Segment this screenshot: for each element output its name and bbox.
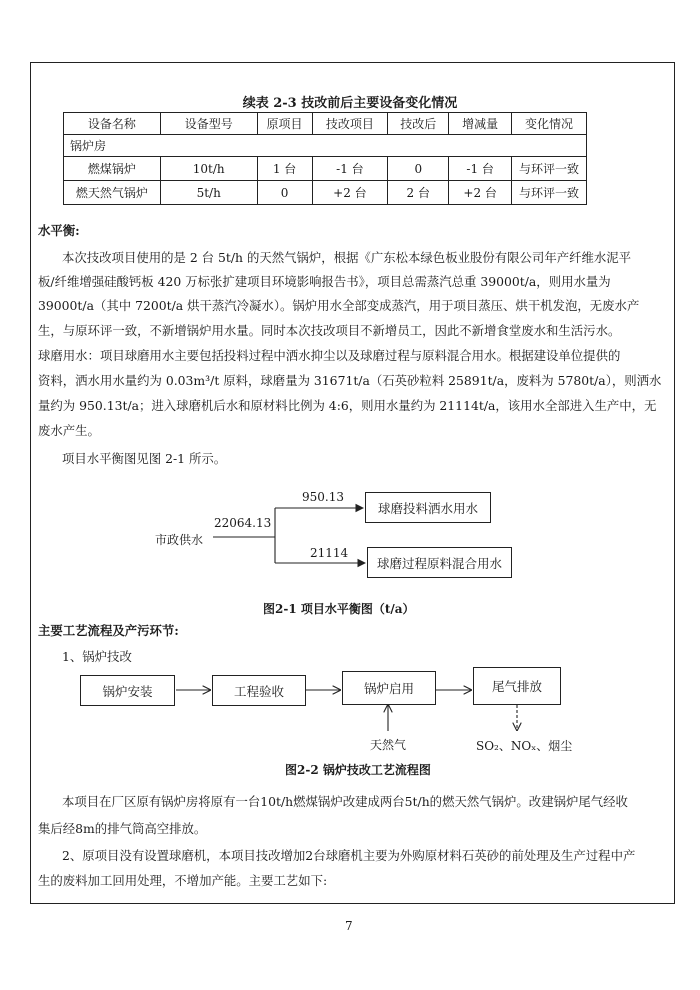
table-cell: 0 (257, 181, 312, 205)
water-line: 资料，洒水用水量约为 0.03m³/t 原料，球磨量为 31671t/a（石英砂粒料 25891t/a，废料为 5780t/a），则洒水 (38, 373, 662, 388)
boiler-start-box: 锅炉启用 (342, 671, 436, 705)
water-line: 项目水平衡图见图 2-1 所示。 (62, 451, 227, 466)
table-cell: -1 台 (312, 157, 388, 181)
table-title: 续表 2-3 技改前后主要设备变化情况 (242, 96, 458, 111)
process-heading: 主要工艺流程及产污环节: (38, 623, 179, 638)
water-line: 球磨用水：项目球磨用水主要包括投料过程中洒水抑尘以及球磨过程与原料混合用水。根据建设单位提供的 (38, 348, 621, 363)
branch2-value: 21114 (310, 546, 349, 560)
header-cell: 增减量 (449, 113, 512, 135)
water-line: 量约为 950.13t/a；进入球磨机后水和原材料比例为 4:6，则用水量约为 21114t/a，该用水全部进入生产中，无 (38, 398, 657, 413)
figure-2-2-caption: 图2-2 锅炉技改工艺流程图 (285, 763, 431, 777)
table-cell: 0 (388, 157, 449, 181)
header-cell: 技改后 (388, 113, 449, 135)
header-cell: 原项目 (257, 113, 312, 135)
natural-gas-label: 天然气 (370, 738, 407, 752)
exhaust-box: 尾气排放 (473, 667, 561, 705)
water-line: 生，与原环评一致，不新增锅炉用水量。同时本次技改项目不新增员工，因此不新增食堂废水和生活污水。 (38, 323, 621, 338)
body-line: 本项目在厂区原有锅炉房将原有一台10t/h燃煤锅炉改建成两台5t/h的燃天然气锅炉。改建锅炉尾气经收 (62, 794, 628, 809)
mixing-water-box: 球磨过程原料混合用水 (367, 547, 512, 578)
water-line: 废水产生。 (38, 423, 100, 438)
header-cell: 设备型号 (160, 113, 257, 135)
branch1-value: 950.13 (302, 490, 344, 504)
water-line: 39000t/a（其中 7200t/a 烘干蒸汽冷凝水）。锅炉用水全部变成蒸汽，用于项目蒸压、烘干机发泡，无废水产 (38, 298, 640, 313)
total-supply-value: 22064.13 (214, 516, 272, 530)
table-cell: 2 台 (388, 181, 449, 205)
table-cell: 10t/h (160, 157, 257, 181)
body-line: 集后经8m的排气筒高空排放。 (38, 821, 207, 836)
spray-water-box: 球磨投料洒水用水 (365, 492, 491, 523)
table-cell: 燃天然气锅炉 (64, 181, 161, 205)
header-cell: 设备名称 (64, 113, 161, 135)
body-line: 生的废料加工回用处理，不增加产能。主要工艺如下: (38, 873, 328, 888)
water-line: 板/纤维增强硅酸钙板 420 万标张扩建项目环境影响报告书》，项目总需蒸汽总重 39000t/a，则用水量为 (38, 274, 611, 289)
table-cell: +2 台 (312, 181, 388, 205)
figure-2-1-caption: 图2-1 项目水平衡图（t/a） (263, 602, 415, 616)
header-cell: 技改项目 (312, 113, 388, 135)
acceptance-box: 工程验收 (212, 675, 306, 706)
body-line: 2、原项目没有设置球磨机，本项目技改增加2台球磨机主要为外购原材料石英砂的前处理及生产过程中产 (62, 848, 636, 863)
boiler-subheading: 1、锅炉技改 (62, 649, 132, 664)
water-line: 本次技改项目使用的是 2 台 5t/h 的天然气锅炉，根据《广东松本绿色板业股份有限公司年产纤维水泥平 (62, 250, 632, 265)
header-cell: 变化情况 (512, 113, 587, 135)
table-cell: 5t/h (160, 181, 257, 205)
boiler-install-box: 锅炉安装 (80, 675, 175, 706)
section-cell: 锅炉房 (64, 135, 587, 157)
table-cell: 与环评一致 (512, 157, 587, 181)
emissions-label: SO₂、NOₓ、烟尘 (476, 739, 573, 753)
table-cell: -1 台 (449, 157, 512, 181)
table-cell: 燃煤锅炉 (64, 157, 161, 181)
page-number: 7 (345, 919, 353, 933)
table-cell: 与环评一致 (512, 181, 587, 205)
table-cell: +2 台 (449, 181, 512, 205)
table-cell: 1 台 (257, 157, 312, 181)
municipal-supply-label: 市政供水 (155, 533, 204, 547)
water-heading: 水平衡: (38, 223, 80, 238)
